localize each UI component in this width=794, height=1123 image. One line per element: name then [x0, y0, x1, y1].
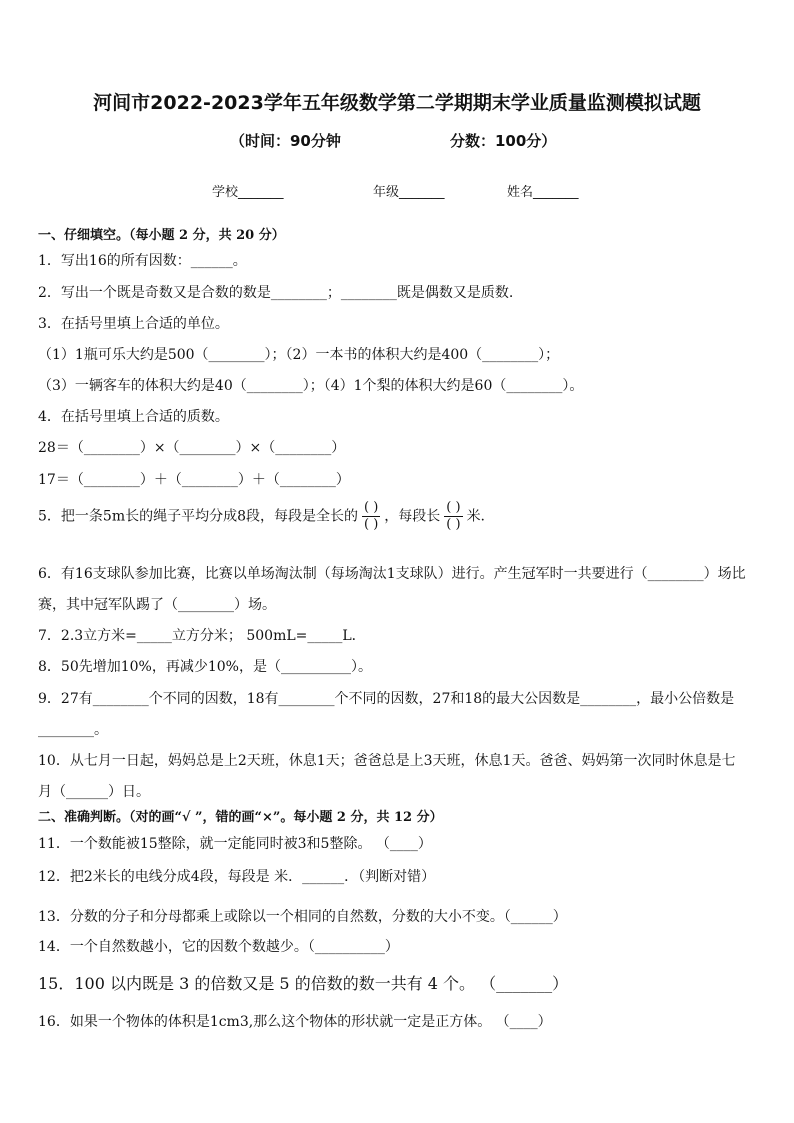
question-5-text-1: 5．把一条5m长的绳子平均分成8段，每段是全长的 — [38, 508, 358, 525]
school-field: 学校_______ — [212, 185, 284, 200]
fraction-2-denominator: ( ) — [446, 517, 461, 532]
exam-time: （时间：90分钟 — [230, 132, 341, 150]
question-10-line-2: 月（______）日。 — [38, 784, 150, 800]
question-10-line-1: 10．从七月一日起，妈妈总是上2天班，休息1天；爸爸总是上3天班，休息1天。爸爸、妈妈第一次同时休息是七 — [38, 753, 736, 769]
page-title: 河间市2022-2023学年五年级数学第二学期期末学业质量监测模拟试题 — [93, 92, 701, 114]
fraction-2-numerator: ( ) — [446, 500, 461, 515]
question-1: 1．写出16的所有因数：______。 — [38, 253, 247, 269]
fraction-1-denominator: ( ) — [364, 517, 379, 532]
question-3-line-1: （1）1瓶可乐大约是500（________）；（2）一本书的体积大约是400（________）； — [38, 347, 560, 363]
question-6-line-2: 赛，其中冠军队踢了（________）场。 — [38, 597, 276, 613]
question-14: 14．一个自然数越小，它的因数个数越少。（__________） — [38, 939, 399, 955]
question-2: 2．写出一个既是奇数又是合数的数是________；________既是偶数又是质数. — [38, 285, 514, 301]
question-5-text-3: 米. — [466, 508, 486, 525]
exam-score: 分数：100分） — [450, 132, 557, 150]
question-3: 3．在括号里填上合适的单位。 — [38, 316, 229, 332]
question-4-line-1: 28＝（________）×（________）×（________） — [38, 440, 346, 456]
question-9-line-1: 9．27有________个不同的因数，18有________个不同的因数，27和18的最大公因数是________，最小公倍数是 — [38, 691, 735, 707]
section-2-heading: 二、准确判断。（对的画“√ ”，错的画“×”。每小题 2 分，共 12 分） — [38, 810, 443, 825]
name-field: 姓名_______ — [507, 185, 579, 200]
question-11: 11．一个数能被15整除，就一定能同时被3和5整除。 （____） — [38, 836, 432, 852]
question-4-line-2: 17＝（________）＋（________）＋（________） — [38, 472, 350, 488]
fraction-blank-1 — [362, 500, 380, 533]
fraction-1-numerator: ( ) — [364, 500, 379, 515]
question-7: 7．2.3立方米=_____立方分米； 500mL=_____L． — [38, 628, 366, 644]
question-3-line-2: （3）一辆客车的体积大约是40（________）；（4）1个梨的体积大约是60（________）。 — [38, 378, 584, 394]
question-5-text-2: ，每段长 — [384, 508, 441, 525]
question-13: 13．分数的分子和分母都乘上或除以一个相同的自然数，分数的大小不变。（______） — [38, 909, 567, 925]
question-4: 4．在括号里填上合适的质数。 — [38, 409, 229, 425]
grade-field: 年级_______ — [373, 185, 445, 200]
question-12: 12．把2米长的电线分成4段，每段是 米．______．（判断对错） — [38, 869, 436, 885]
question-15: 15．100 以内既是 3 的倍数又是 5 的倍数的数一共有 4 个。 （_______） — [38, 974, 569, 993]
fraction-blank-2 — [444, 500, 462, 533]
question-5 — [38, 500, 485, 533]
question-16: 16．如果一个物体的体积是1cm3,那么这个物体的形状就一定是正方体。 （____） — [38, 1014, 552, 1030]
question-6-line-1: 6．有16支球队参加比赛，比赛以单场淘汰制（每场淘汰1支球队）进行。产生冠军时一共要进行（________）场比 — [38, 566, 746, 582]
question-9-line-2: ________。 — [38, 722, 108, 738]
question-8: 8．50先增加10%，再减少10%，是（__________）。 — [38, 659, 372, 675]
section-1-heading: 一、仔细填空。（每小题 2 分，共 20 分） — [38, 228, 285, 243]
